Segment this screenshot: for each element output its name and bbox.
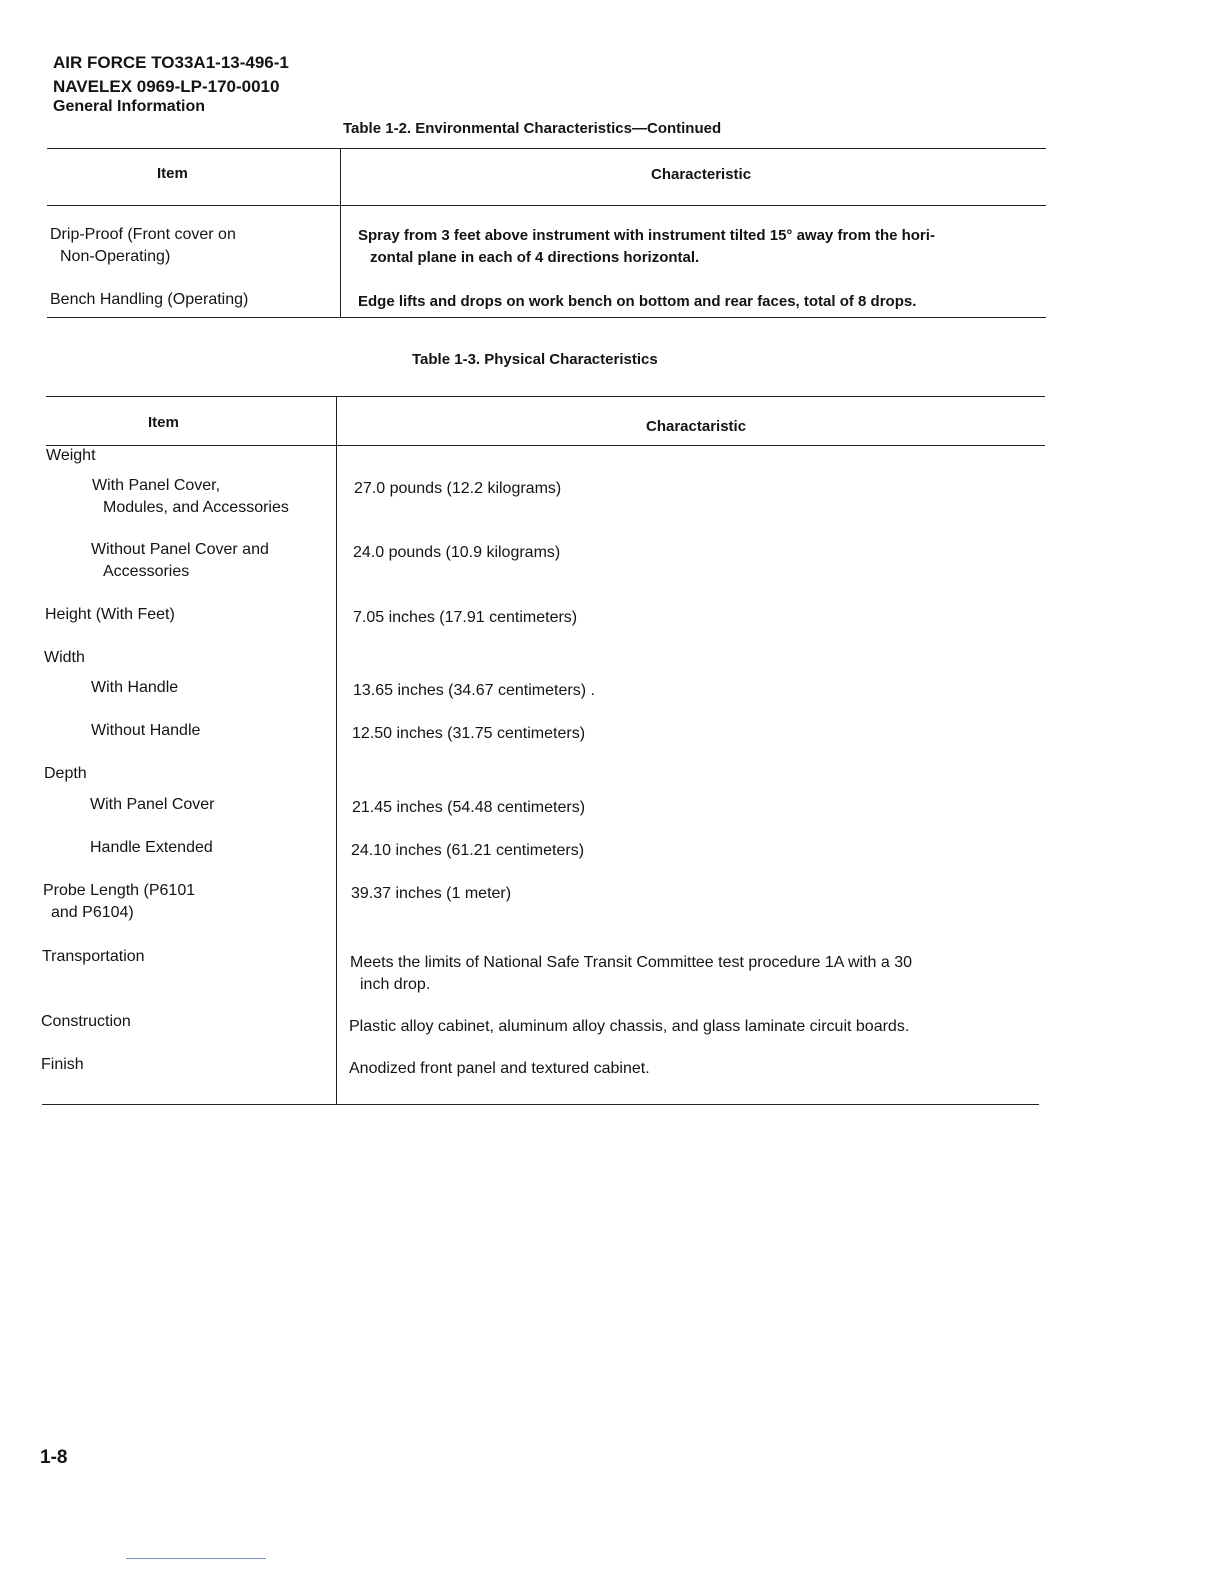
document-number-navelex: NAVELEX 0969-LP-170-0010 xyxy=(53,77,280,96)
table-row-characteristic: 13.65 inches (34.67 centimeters) . xyxy=(353,682,595,699)
footer-rule xyxy=(126,1558,266,1559)
table-1-2-top-rule xyxy=(47,148,1046,149)
table-1-3-item-header: Item xyxy=(148,414,179,431)
table-row-item: Bench Handling (Operating) xyxy=(50,291,249,308)
table-row-item: With Panel Cover xyxy=(90,796,215,813)
section-title: General Information xyxy=(53,98,206,115)
table-row-item: Finish xyxy=(41,1056,84,1073)
table-1-2-caption: Table 1-2. Environmental Characteristics—Continued xyxy=(343,120,722,137)
table-row-item: Height (With Feet) xyxy=(45,606,175,623)
table-1-2-header-rule xyxy=(47,205,1046,206)
table-row-characteristic: Anodized front panel and textured cabinet. xyxy=(349,1060,650,1077)
table-row-characteristic: 7.05 inches (17.91 centimeters) xyxy=(353,609,578,626)
table-1-3-top-rule xyxy=(46,396,1045,397)
table-1-3-header-rule xyxy=(46,445,1045,446)
page-number: 1-8 xyxy=(40,1447,68,1468)
table-row-characteristic: Spray from 3 feet above instrument with instrument tilted 15° away from the hori- zontal plane in each of 4 directions horizontal. xyxy=(358,227,935,266)
table-row-item: Weight xyxy=(46,447,96,464)
table-row-characteristic: 21.45 inches (54.48 centimeters) xyxy=(352,799,586,816)
table-row-item: Without Panel Cover and Accessories xyxy=(91,541,269,580)
table-row-item: Width xyxy=(44,649,85,666)
table-1-3-caption: Table 1-3. Physical Characteristics xyxy=(412,351,658,368)
table-row-characteristic: 12.50 inches (31.75 centimeters) xyxy=(352,725,586,742)
table-row-item: Drip-Proof (Front cover on Non-Operating) xyxy=(50,226,236,265)
table-1-2-characteristic-header: Characteristic xyxy=(651,166,752,183)
table-row-characteristic: Plastic alloy cabinet, aluminum alloy chassis, and glass laminate circuit boards. xyxy=(349,1018,910,1035)
table-row-item: Depth xyxy=(44,765,87,782)
table-row-characteristic: 24.0 pounds (10.9 kilograms) xyxy=(353,544,561,561)
table-row-item: Transportation xyxy=(42,948,145,965)
table-1-2-item-header: Item xyxy=(157,165,188,182)
table-row-characteristic: 24.10 inches (61.21 centimeters) xyxy=(351,842,585,859)
table-1-3-column-divider xyxy=(336,396,337,1104)
table-row-item: Handle Extended xyxy=(90,839,213,856)
document-number-air-force: AIR FORCE TO33A1-13-496-1 xyxy=(53,53,289,72)
table-row-item: Probe Length (P6101 and P6104) xyxy=(43,882,196,921)
table-row-item: Without Handle xyxy=(91,722,201,739)
table-row-item: With Handle xyxy=(91,679,179,696)
table-row-item: Construction xyxy=(41,1013,131,1030)
table-1-2-column-divider xyxy=(340,149,341,317)
table-1-2-bottom-rule xyxy=(47,317,1046,318)
table-row-characteristic: Edge lifts and drops on work bench on bottom and rear faces, total of 8 drops. xyxy=(358,293,917,310)
table-row-characteristic: Meets the limits of National Safe Transit Committee test procedure 1A with a 30 inch drop. xyxy=(350,954,913,993)
table-row-characteristic: 27.0 pounds (12.2 kilograms) xyxy=(354,480,562,497)
table-row-characteristic: 39.37 inches (1 meter) xyxy=(351,885,512,902)
table-1-3-characteristic-header: Charactaristic xyxy=(646,418,747,435)
table-1-3-bottom-rule xyxy=(42,1104,1039,1105)
table-row-item: With Panel Cover, Modules, and Accessories xyxy=(92,477,289,516)
